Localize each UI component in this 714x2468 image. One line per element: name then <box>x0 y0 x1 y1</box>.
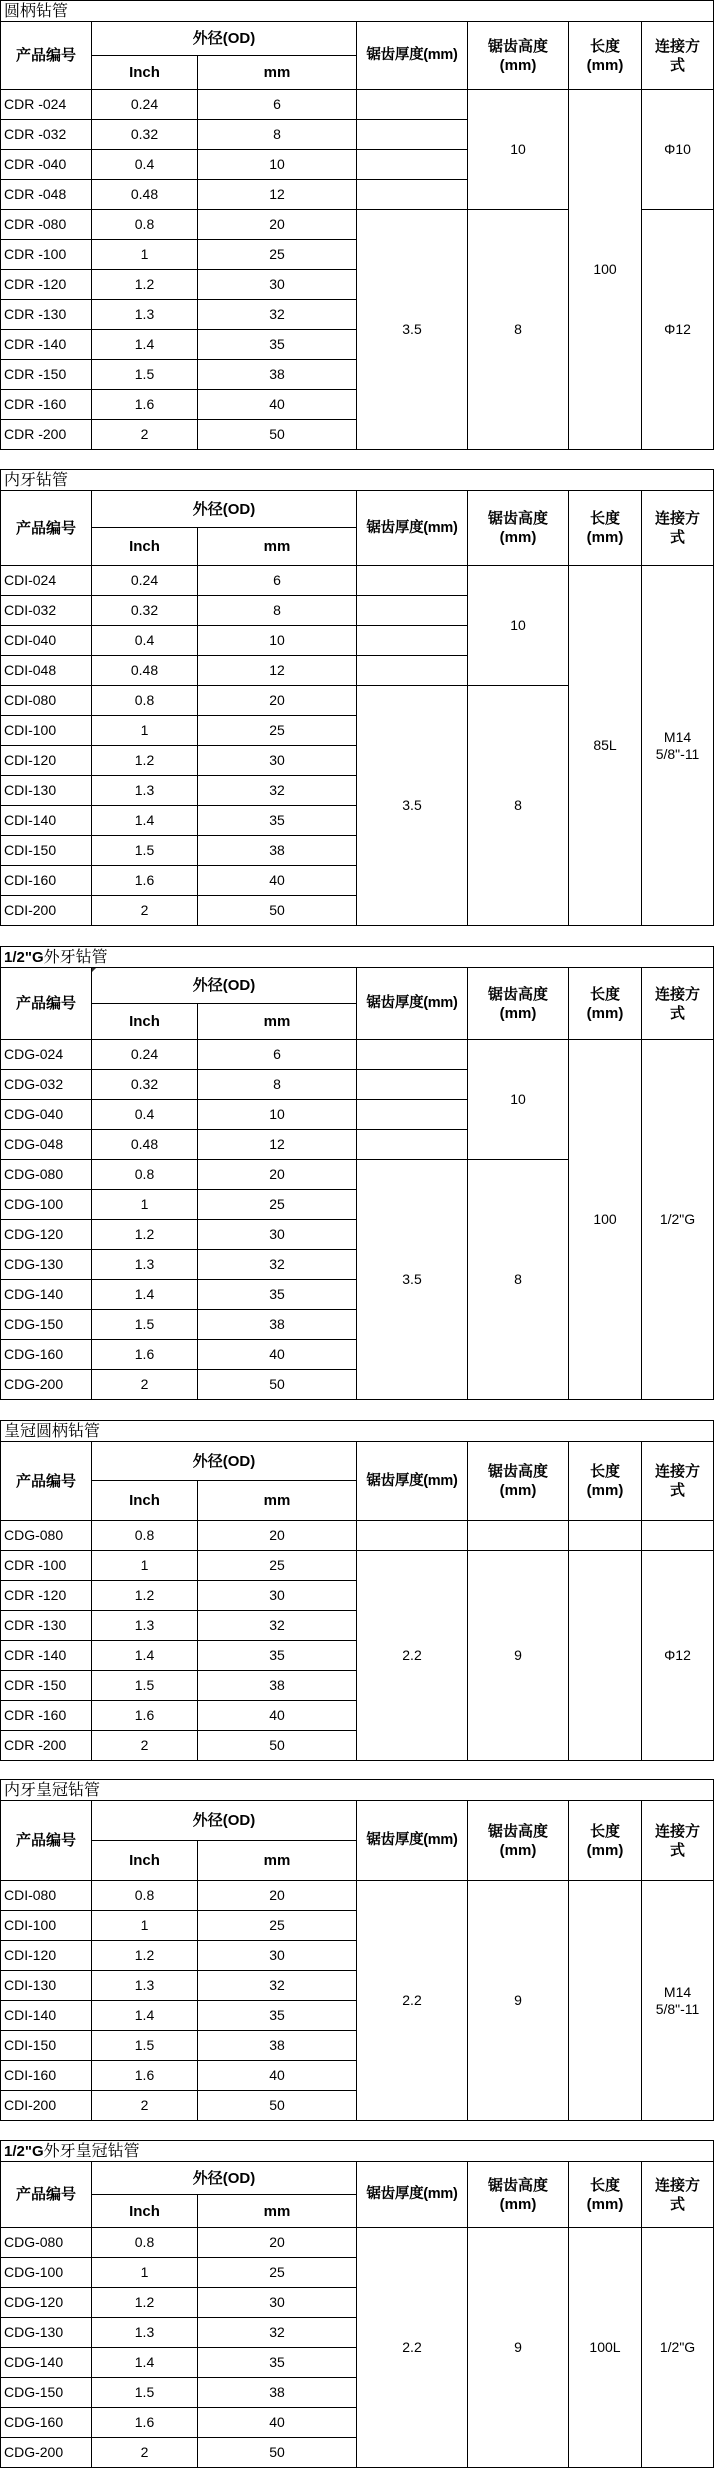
od-mm: 20 <box>198 1881 357 1911</box>
product-code: CDI-040 <box>1 626 92 656</box>
header-inch: Inch <box>92 1481 198 1521</box>
header-length: 长度 (mm) <box>569 1801 642 1881</box>
od-inch: 1.4 <box>92 1641 198 1671</box>
product-code: CDR -140 <box>1 330 92 360</box>
od-inch: 1 <box>92 240 198 270</box>
header-thickness: 锯齿厚度(mm) <box>357 22 468 90</box>
thickness-cell <box>357 180 468 210</box>
product-code: CDR -150 <box>1 1671 92 1701</box>
header-code: 产品编号 <box>1 491 92 566</box>
thickness-cell <box>357 566 468 596</box>
od-mm: 38 <box>198 2378 357 2408</box>
od-inch: 2 <box>92 2091 198 2121</box>
header-od: 外径(OD) <box>92 1801 357 1841</box>
od-mm: 40 <box>198 2061 357 2091</box>
product-code: CDG-140 <box>1 2348 92 2378</box>
table-title: 皇冠圆柄钻管 <box>1 1421 714 1442</box>
od-mm: 25 <box>198 1911 357 1941</box>
od-mm: 30 <box>198 1941 357 1971</box>
connection-cell: Φ10 <box>642 90 714 210</box>
product-code: CDI-140 <box>1 806 92 836</box>
od-inch: 2 <box>92 420 198 450</box>
product-code: CDG-032 <box>1 1070 92 1100</box>
header-thickness: 锯齿厚度(mm) <box>357 968 468 1040</box>
comment-indicator-icon[interactable] <box>92 968 96 972</box>
od-mm: 35 <box>198 1641 357 1671</box>
product-code: CDG-160 <box>1 2408 92 2438</box>
od-inch: 1.4 <box>92 2001 198 2031</box>
length-cell <box>569 1551 642 1761</box>
table-row <box>1 2228 714 2258</box>
connection-cell: 1/2"G <box>642 1040 714 1400</box>
header-connection: 连接方 式 <box>642 491 714 566</box>
tooth-height-cell: 9 <box>468 2228 569 2468</box>
od-mm: 32 <box>198 1611 357 1641</box>
od-mm: 38 <box>198 2031 357 2061</box>
od-mm: 50 <box>198 896 357 926</box>
header-length: 长度 (mm) <box>569 1442 642 1521</box>
od-inch: 0.8 <box>92 1881 198 1911</box>
table-title: 1/2"G外牙皇冠钻管 <box>1 2141 714 2162</box>
header-od: 外径(OD) <box>92 1442 357 1481</box>
product-code: CDI-024 <box>1 566 92 596</box>
od-inch: 1.2 <box>92 270 198 300</box>
table-row <box>1 566 714 596</box>
od-mm: 35 <box>198 1280 357 1310</box>
od-mm: 10 <box>198 626 357 656</box>
table-row <box>1 1551 714 1581</box>
thickness-cell <box>357 1070 468 1100</box>
product-code: CDG-100 <box>1 1190 92 1220</box>
thickness-cell <box>357 150 468 180</box>
od-inch: 1.6 <box>92 2061 198 2091</box>
od-mm: 10 <box>198 1100 357 1130</box>
thickness-cell: 2.2 <box>357 1551 468 1761</box>
product-code: CDG-040 <box>1 1100 92 1130</box>
product-code: CDI-200 <box>1 2091 92 2121</box>
header-height: 锯齿高度 (mm) <box>468 491 569 566</box>
od-mm: 25 <box>198 240 357 270</box>
header-code: 产品编号 <box>1 968 92 1040</box>
spec-table-g-external-thread <box>0 946 714 1400</box>
od-inch: 1.5 <box>92 2378 198 2408</box>
od-mm: 32 <box>198 776 357 806</box>
product-code: CDR -100 <box>1 1551 92 1581</box>
table-body <box>1 1881 714 2121</box>
product-code: CDG-160 <box>1 1340 92 1370</box>
table-row <box>1 1040 714 1070</box>
product-code: CDG-130 <box>1 1250 92 1280</box>
od-mm: 40 <box>198 1340 357 1370</box>
od-inch: 1.3 <box>92 2318 198 2348</box>
od-inch: 0.32 <box>92 596 198 626</box>
product-code: CDI-048 <box>1 656 92 686</box>
table-title: 1/2"G外牙钻管 <box>1 947 714 968</box>
header-thickness: 锯齿厚度(mm) <box>357 1801 468 1881</box>
od-inch: 1 <box>92 1190 198 1220</box>
product-code: CDG-048 <box>1 1130 92 1160</box>
od-mm: 50 <box>198 2438 357 2468</box>
od-mm: 25 <box>198 1551 357 1581</box>
od-inch: 1 <box>92 1911 198 1941</box>
od-inch: 1.5 <box>92 2031 198 2061</box>
product-code: CDI-032 <box>1 596 92 626</box>
connection-cell: 1/2"G <box>642 2228 714 2468</box>
od-inch: 1.3 <box>92 1971 198 2001</box>
table-body <box>1 566 714 926</box>
header-connection: 连接方 式 <box>642 1801 714 1881</box>
od-inch: 1.3 <box>92 300 198 330</box>
thickness-cell <box>357 1100 468 1130</box>
od-mm: 50 <box>198 420 357 450</box>
table-body <box>1 1521 714 1761</box>
thickness-cell <box>357 656 468 686</box>
spec-table-round-shank <box>0 0 714 450</box>
od-inch: 1.6 <box>92 1701 198 1731</box>
od-mm: 35 <box>198 2348 357 2378</box>
od-inch: 1.6 <box>92 390 198 420</box>
od-mm: 38 <box>198 1671 357 1701</box>
od-mm: 32 <box>198 300 357 330</box>
product-code: CDG-080 <box>1 1521 92 1551</box>
od-inch: 0.24 <box>92 90 198 120</box>
spec-table-internal-thread <box>0 469 714 926</box>
od-inch: 1.3 <box>92 1250 198 1280</box>
connection-cell: Φ12 <box>642 1551 714 1761</box>
od-mm: 20 <box>198 1521 357 1551</box>
header-length: 长度 (mm) <box>569 22 642 90</box>
od-mm: 25 <box>198 2258 357 2288</box>
od-mm: 20 <box>198 1160 357 1190</box>
product-code: CDI-150 <box>1 836 92 866</box>
od-inch: 1.5 <box>92 360 198 390</box>
header-length: 长度 (mm) <box>569 968 642 1040</box>
od-mm: 38 <box>198 360 357 390</box>
header-height: 锯齿高度 (mm) <box>468 22 569 90</box>
od-inch: 1.3 <box>92 776 198 806</box>
product-code: CDI-080 <box>1 1881 92 1911</box>
header-connection: 连接方 式 <box>642 968 714 1040</box>
header-mm: mm <box>198 1481 357 1521</box>
product-code: CDI-160 <box>1 866 92 896</box>
od-inch: 1.4 <box>92 806 198 836</box>
od-inch: 0.8 <box>92 2228 198 2258</box>
od-mm: 20 <box>198 2228 357 2258</box>
header-code: 产品编号 <box>1 22 92 90</box>
product-code: CDI-100 <box>1 716 92 746</box>
od-mm: 40 <box>198 866 357 896</box>
header-mm: mm <box>198 1004 357 1040</box>
product-code: CDI-080 <box>1 686 92 716</box>
od-inch: 1 <box>92 1551 198 1581</box>
header-od: 外径(OD) <box>92 968 357 1004</box>
od-inch: 1.5 <box>92 1671 198 1701</box>
thickness-cell: 3.5 <box>357 210 468 450</box>
connection-cell: Φ12 <box>642 210 714 450</box>
od-mm: 25 <box>198 716 357 746</box>
header-code: 产品编号 <box>1 1442 92 1521</box>
spec-table-g-external-crown <box>0 2140 714 2468</box>
product-code: CDR -200 <box>1 1731 92 1761</box>
table-body <box>1 90 714 450</box>
tooth-height-cell: 8 <box>468 1160 569 1400</box>
od-mm: 30 <box>198 1581 357 1611</box>
od-mm: 35 <box>198 2001 357 2031</box>
product-code: CDG-200 <box>1 2438 92 2468</box>
length-cell: 100L <box>569 2228 642 2468</box>
od-inch: 1.2 <box>92 1220 198 1250</box>
table-body <box>1 1040 714 1400</box>
od-inch: 1.4 <box>92 1280 198 1310</box>
length-cell <box>569 1881 642 2121</box>
product-code: CDR -120 <box>1 270 92 300</box>
table-row <box>1 1881 714 1911</box>
od-inch: 1.5 <box>92 836 198 866</box>
od-inch: 2 <box>92 2438 198 2468</box>
product-code: CDG-150 <box>1 1310 92 1340</box>
od-inch: 0.8 <box>92 210 198 240</box>
product-code: CDG-200 <box>1 1370 92 1400</box>
header-inch: Inch <box>92 1841 198 1881</box>
od-mm: 25 <box>198 1190 357 1220</box>
od-mm: 30 <box>198 2288 357 2318</box>
product-code: CDR -080 <box>1 210 92 240</box>
tooth-height-cell: 9 <box>468 1881 569 2121</box>
od-mm: 40 <box>198 390 357 420</box>
thickness-cell <box>357 596 468 626</box>
header-inch: Inch <box>92 1004 198 1040</box>
od-inch: 1.4 <box>92 2348 198 2378</box>
od-mm: 6 <box>198 90 357 120</box>
table-title: 圆柄钻管 <box>1 1 714 22</box>
thickness-cell: 3.5 <box>357 686 468 926</box>
od-mm: 6 <box>198 566 357 596</box>
tooth-height-cell: 10 <box>468 90 569 210</box>
product-code: CDI-120 <box>1 1941 92 1971</box>
od-inch: 1.5 <box>92 1310 198 1340</box>
od-mm: 50 <box>198 1370 357 1400</box>
tooth-height-cell <box>468 1521 569 1551</box>
header-height: 锯齿高度 (mm) <box>468 1442 569 1521</box>
od-inch: 1.4 <box>92 330 198 360</box>
header-connection: 连接方 式 <box>642 2162 714 2228</box>
header-code: 产品编号 <box>1 2162 92 2228</box>
header-inch: Inch <box>92 528 198 566</box>
product-code: CDG-150 <box>1 2378 92 2408</box>
header-mm: mm <box>198 528 357 566</box>
connection-cell <box>642 1521 714 1551</box>
header-thickness: 锯齿厚度(mm) <box>357 491 468 566</box>
thickness-cell: 2.2 <box>357 2228 468 2468</box>
product-code: CDI-100 <box>1 1911 92 1941</box>
header-inch: Inch <box>92 56 198 90</box>
od-mm: 35 <box>198 330 357 360</box>
product-code: CDR -040 <box>1 150 92 180</box>
thickness-cell <box>357 626 468 656</box>
product-code: CDI-160 <box>1 2061 92 2091</box>
tooth-height-cell: 8 <box>468 210 569 450</box>
od-inch: 0.24 <box>92 566 198 596</box>
header-length: 长度 (mm) <box>569 491 642 566</box>
product-code: CDG-080 <box>1 2228 92 2258</box>
od-inch: 0.4 <box>92 150 198 180</box>
header-od: 外径(OD) <box>92 2162 357 2195</box>
od-inch: 1.2 <box>92 746 198 776</box>
od-mm: 32 <box>198 2318 357 2348</box>
od-inch: 0.32 <box>92 1070 198 1100</box>
product-code: CDI-130 <box>1 776 92 806</box>
header-thickness: 锯齿厚度(mm) <box>357 2162 468 2228</box>
product-code: CDR -100 <box>1 240 92 270</box>
od-inch: 1.3 <box>92 1611 198 1641</box>
connection-cell: M14 5/8"-11 <box>642 1881 714 2121</box>
od-mm: 38 <box>198 1310 357 1340</box>
product-code: CDG-120 <box>1 1220 92 1250</box>
header-mm: mm <box>198 1841 357 1881</box>
od-inch: 0.32 <box>92 120 198 150</box>
header-code: 产品编号 <box>1 1801 92 1881</box>
product-code: CDR -024 <box>1 90 92 120</box>
product-code: CDR -120 <box>1 1581 92 1611</box>
product-code: CDR -048 <box>1 180 92 210</box>
od-mm: 12 <box>198 1130 357 1160</box>
product-code: CDR -140 <box>1 1641 92 1671</box>
header-mm: mm <box>198 56 357 90</box>
od-mm: 32 <box>198 1971 357 2001</box>
product-code: CDR -032 <box>1 120 92 150</box>
od-inch: 0.24 <box>92 1040 198 1070</box>
header-height: 锯齿高度 (mm) <box>468 2162 569 2228</box>
tooth-height-cell: 9 <box>468 1551 569 1761</box>
product-code: CDG-140 <box>1 1280 92 1310</box>
product-code: CDR -200 <box>1 420 92 450</box>
od-mm: 12 <box>198 656 357 686</box>
od-mm: 8 <box>198 120 357 150</box>
od-inch: 1 <box>92 2258 198 2288</box>
od-inch: 0.48 <box>92 656 198 686</box>
od-mm: 50 <box>198 1731 357 1761</box>
thickness-cell <box>357 120 468 150</box>
product-code: CDG-100 <box>1 2258 92 2288</box>
od-inch: 2 <box>92 1731 198 1761</box>
od-mm: 20 <box>198 686 357 716</box>
thickness-cell: 2.2 <box>357 1881 468 2121</box>
od-inch: 2 <box>92 896 198 926</box>
product-code: CDG-130 <box>1 2318 92 2348</box>
product-code: CDI-150 <box>1 2031 92 2061</box>
od-mm: 6 <box>198 1040 357 1070</box>
spec-table-crown-round-shank <box>0 1420 714 1761</box>
od-mm: 40 <box>198 2408 357 2438</box>
product-code: CDG-120 <box>1 2288 92 2318</box>
tooth-height-cell: 10 <box>468 1040 569 1160</box>
od-inch: 2 <box>92 1370 198 1400</box>
tooth-height-cell: 8 <box>468 686 569 926</box>
product-code: CDR -150 <box>1 360 92 390</box>
thickness-cell: 3.5 <box>357 1160 468 1400</box>
od-inch: 1.2 <box>92 1581 198 1611</box>
table-row <box>1 90 714 120</box>
length-cell: 100 <box>569 90 642 450</box>
od-inch: 1.6 <box>92 2408 198 2438</box>
od-inch: 0.48 <box>92 1130 198 1160</box>
product-code: CDI-140 <box>1 2001 92 2031</box>
od-inch: 0.8 <box>92 686 198 716</box>
od-mm: 8 <box>198 596 357 626</box>
header-thickness: 锯齿厚度(mm) <box>357 1442 468 1521</box>
od-mm: 8 <box>198 1070 357 1100</box>
od-mm: 40 <box>198 1701 357 1731</box>
header-connection: 连接方 式 <box>642 1442 714 1521</box>
od-mm: 12 <box>198 180 357 210</box>
tooth-height-cell: 10 <box>468 566 569 686</box>
product-code: CDR -130 <box>1 300 92 330</box>
header-height: 锯齿高度 (mm) <box>468 968 569 1040</box>
thickness-cell <box>357 1521 468 1551</box>
product-code: CDR -160 <box>1 1701 92 1731</box>
table-row <box>1 1521 714 1551</box>
header-od: 外径(OD) <box>92 22 357 56</box>
od-mm: 10 <box>198 150 357 180</box>
length-cell: 85L <box>569 566 642 926</box>
od-inch: 1.2 <box>92 2288 198 2318</box>
od-mm: 20 <box>198 210 357 240</box>
connection-cell: M14 5/8"-11 <box>642 566 714 926</box>
od-inch: 1 <box>92 716 198 746</box>
table-body <box>1 2228 714 2468</box>
table-title: 内牙钻管 <box>1 470 714 491</box>
product-code: CDI-200 <box>1 896 92 926</box>
od-mm: 38 <box>198 836 357 866</box>
od-inch: 0.8 <box>92 1160 198 1190</box>
table-title: 内牙皇冠钻管 <box>1 1780 714 1801</box>
thickness-cell <box>357 1130 468 1160</box>
od-mm: 30 <box>198 746 357 776</box>
thickness-cell <box>357 90 468 120</box>
product-code: CDG-080 <box>1 1160 92 1190</box>
od-inch: 0.8 <box>92 1521 198 1551</box>
od-mm: 30 <box>198 1220 357 1250</box>
product-code: CDG-024 <box>1 1040 92 1070</box>
length-cell <box>569 1521 642 1551</box>
od-inch: 1.6 <box>92 1340 198 1370</box>
header-inch: Inch <box>92 2195 198 2228</box>
od-inch: 1.2 <box>92 1941 198 1971</box>
spec-table-crown-internal-thread <box>0 1779 714 2121</box>
od-mm: 35 <box>198 806 357 836</box>
od-inch: 0.48 <box>92 180 198 210</box>
od-inch: 0.4 <box>92 626 198 656</box>
product-code: CDR -160 <box>1 390 92 420</box>
product-code: CDI-120 <box>1 746 92 776</box>
od-mm: 32 <box>198 1250 357 1280</box>
thickness-cell <box>357 1040 468 1070</box>
length-cell: 100 <box>569 1040 642 1400</box>
od-inch: 1.6 <box>92 866 198 896</box>
od-mm: 30 <box>198 270 357 300</box>
product-code: CDR -130 <box>1 1611 92 1641</box>
header-od: 外径(OD) <box>92 491 357 528</box>
od-mm: 50 <box>198 2091 357 2121</box>
header-mm: mm <box>198 2195 357 2228</box>
header-length: 长度 (mm) <box>569 2162 642 2228</box>
header-height: 锯齿高度 (mm) <box>468 1801 569 1881</box>
product-code: CDI-130 <box>1 1971 92 2001</box>
header-connection: 连接方 式 <box>642 22 714 90</box>
od-inch: 0.4 <box>92 1100 198 1130</box>
